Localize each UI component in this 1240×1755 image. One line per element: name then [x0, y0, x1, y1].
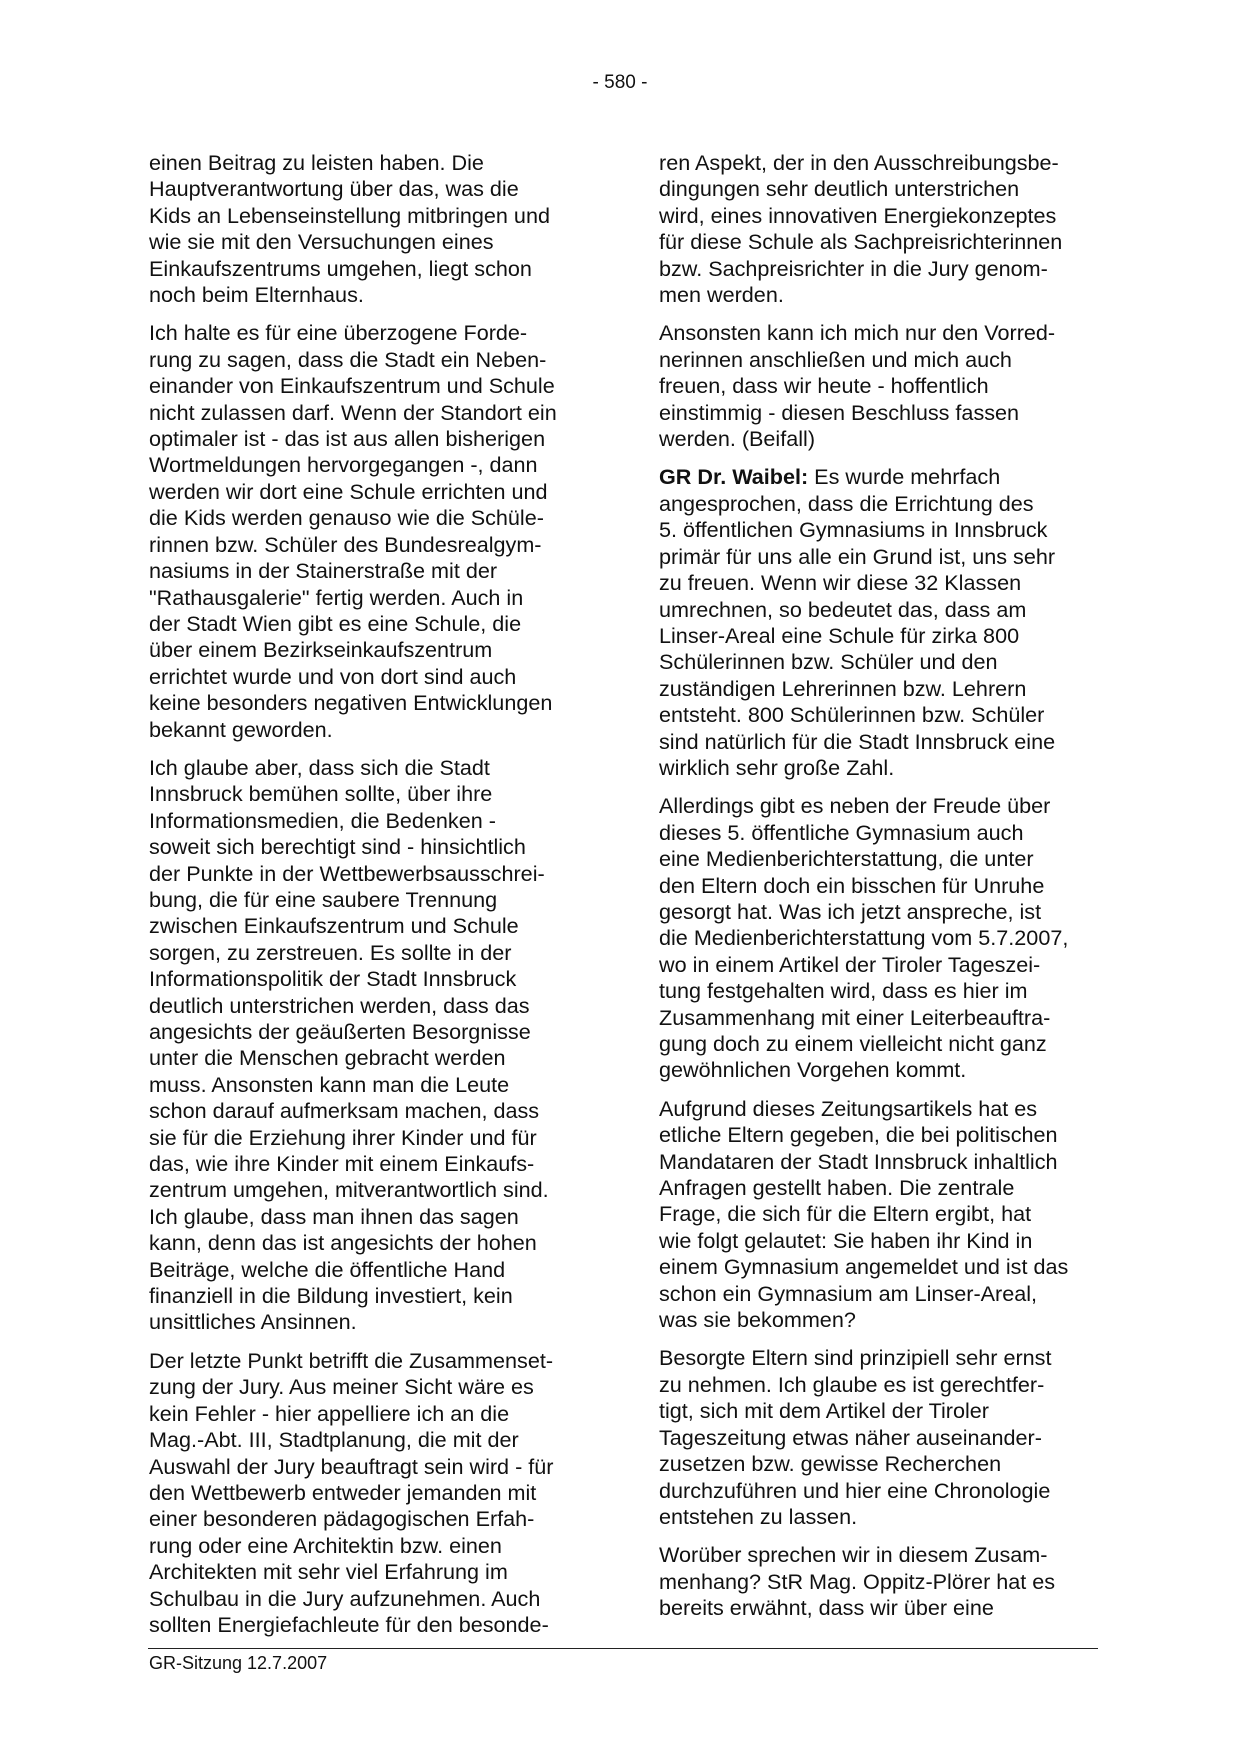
- text-line: finanziell in die Bildung investiert, kein: [149, 1283, 513, 1309]
- left-column: [149, 150, 589, 1650]
- text-line: einstimmig - diesen Beschluss fassen: [659, 399, 1020, 425]
- text-line: einer besonderen pädagogischen Erfah-: [149, 1506, 535, 1532]
- text-line: zwischen Einkaufszentrum und Schule: [149, 913, 519, 939]
- text-line: primär für uns alle ein Grund ist, uns sehr: [659, 543, 1056, 569]
- text-line: deutlich unterstrichen werden, dass das: [149, 992, 530, 1018]
- text-line: gewöhnlichen Vorgehen kommt.: [659, 1057, 967, 1083]
- page-number: - 580 -: [592, 72, 648, 93]
- text-line: einen Beitrag zu leisten haben. Die: [149, 150, 484, 175]
- text-line: optimaler ist - das ist aus allen bisherigen: [149, 426, 546, 452]
- text-line: Schülerinnen bzw. Schüler und den: [659, 649, 998, 675]
- text-line: bekannt geworden.: [149, 716, 333, 742]
- paragraph: [149, 320, 589, 743]
- text-line: eine Medienberichterstattung, die unter: [659, 846, 1034, 872]
- text-line: wie sie mit den Versuchungen eines: [149, 229, 494, 255]
- text-line: durchzuführen und hier eine Chronologie: [659, 1477, 1051, 1503]
- speaker-label: GR Dr. Waibel:: [659, 464, 809, 490]
- text-line: Kids an Lebenseinstellung mitbringen und: [149, 202, 550, 228]
- text-line: menhang? StR Mag. Oppitz-Plörer hat es: [659, 1568, 1056, 1594]
- text-line: angesprochen, dass die Errichtung des: [659, 490, 1034, 516]
- text-line: Tageszeitung etwas näher auseinander-: [659, 1424, 1042, 1450]
- text-line: Mag.-Abt. III, Stadtplanung, die mit der: [149, 1427, 519, 1453]
- footer-session-label: GR-Sitzung 12.7.2007: [149, 1653, 328, 1673]
- text-line: Innsbruck bemühen sollte, über ihre: [149, 781, 493, 807]
- text-line: den Eltern doch ein bisschen für Unruhe: [659, 872, 1045, 898]
- paragraph: [659, 464, 1099, 781]
- right-column: [659, 150, 1099, 1634]
- paragraph: [659, 1096, 1099, 1334]
- text-line: tung festgehalten wird, dass es hier im: [659, 978, 1028, 1004]
- text-line: "Rathausgalerie" fertig werden. Auch in: [149, 584, 524, 610]
- text-line: unsittliches Ansinnen.: [149, 1309, 357, 1335]
- text-line: zusetzen bzw. gewisse Recherchen: [659, 1451, 1002, 1477]
- text-line: umrechnen, so bedeutet das, dass am: [659, 596, 1027, 622]
- text-line: muss. Ansonsten kann man die Leute: [149, 1071, 510, 1097]
- text-line: etliche Eltern gegeben, die bei politischen: [659, 1122, 1058, 1148]
- text-line: Einkaufszentrums umgehen, liegt schon: [149, 255, 532, 281]
- text-line: wird, eines innovativen Energiekonzeptes: [659, 202, 1057, 228]
- text-line: Architekten mit sehr viel Erfahrung im: [149, 1559, 508, 1585]
- text-line: rung zu sagen, dass die Stadt ein Neben-: [149, 346, 547, 372]
- paragraph: [149, 150, 589, 308]
- text-line: Auswahl der Jury beauftragt sein wird - für: [149, 1453, 554, 1479]
- text-line: 5. öffentlichen Gymnasiums in Innsbruck: [659, 517, 1048, 543]
- text-line: Informationsmedien, die Bedenken -: [149, 807, 496, 833]
- paragraph: [659, 320, 1099, 452]
- paragraph: [659, 793, 1099, 1083]
- text-line: der Stadt Wien gibt es eine Schule, die: [149, 610, 522, 636]
- text-line: sorgen, zu zerstreuen. Es sollte in der: [149, 939, 512, 965]
- paragraph: [149, 1348, 589, 1638]
- text-line: über einem Bezirkseinkaufszentrum: [149, 637, 493, 663]
- text-line: wie folgt gelautet: Sie haben ihr Kind in: [659, 1227, 1033, 1253]
- text-line: zentrum umgehen, mitverantwortlich sind.: [149, 1177, 549, 1203]
- text-line: der Punkte in der Wettbewerbsausschrei-: [149, 860, 545, 886]
- text-line: einem Gymnasium angemeldet und ist das: [659, 1254, 1069, 1280]
- paragraph: [149, 755, 589, 1336]
- text-line: nerinnen anschließen und mich auch: [659, 346, 1012, 372]
- text-line: Aufgrund dieses Zeitungsartikels hat es: [659, 1095, 1038, 1121]
- text-line: gesorgt hat. Was ich jetzt anspreche, ist: [659, 898, 1042, 924]
- text-line: was sie bekommen?: [659, 1307, 856, 1333]
- text-line: wo in einem Artikel der Tiroler Tageszei-: [659, 951, 1041, 977]
- text-line: Der letzte Punkt betrifft die Zusammenset-: [149, 1347, 554, 1373]
- text-line: GR Dr. Waibel: Es wurde mehrfach: [659, 464, 1001, 490]
- text-line: bzw. Sachpreisrichter in die Jury genom-: [659, 255, 1048, 281]
- text-line: nasiums in der Stainerstraße mit der: [149, 558, 498, 584]
- text-line: nicht zulassen darf. Wenn der Standort ein: [149, 399, 557, 425]
- text-line: rung oder eine Architektin bzw. einen: [149, 1532, 502, 1558]
- text-line: bung, die für eine saubere Trennung: [149, 886, 498, 912]
- text-line: Zusammenhang mit einer Leiterbeauftra-: [659, 1004, 1051, 1030]
- text-line: die Medienberichterstattung vom 5.7.2007,: [659, 925, 1069, 951]
- text-line: Allerdings gibt es neben der Freude über: [659, 793, 1051, 819]
- text-line: Informationspolitik der Stadt Innsbruck: [149, 966, 517, 992]
- text-line: soweit sich berechtigt sind - hinsichtlich: [149, 834, 526, 860]
- paragraph: [659, 1542, 1099, 1621]
- text-line: Besorgte Eltern sind prinzipiell sehr ernst: [659, 1345, 1052, 1371]
- text-line: schon darauf aufmerksam machen, dass: [149, 1098, 540, 1124]
- text-line: Wortmeldungen hervorgegangen -, dann: [149, 452, 538, 478]
- text-line: zu nehmen. Ich glaube es ist gerechtfer-: [659, 1371, 1045, 1397]
- text-line: Anfragen gestellt haben. Die zentrale: [659, 1175, 1015, 1201]
- text-line: den Wettbewerb entweder jemanden mit: [149, 1479, 537, 1505]
- text-line: dingungen sehr deutlich unterstrichen: [659, 176, 1020, 202]
- text-line: men werden.: [659, 282, 784, 308]
- text-line: Schulbau in die Jury aufzunehmen. Auch: [149, 1585, 541, 1611]
- text-line: schon ein Gymnasium am Linser-Areal,: [659, 1280, 1038, 1306]
- text-line: gung doch zu einem vielleicht nicht ganz: [659, 1031, 1047, 1056]
- text-line: angesichts der geäußerten Besorgnisse: [149, 1019, 531, 1044]
- text-line: zu freuen. Wenn wir diese 32 Klassen: [659, 570, 1022, 596]
- text-line: ren Aspekt, der in den Ausschreibungsbe-: [659, 150, 1059, 175]
- text-line: Hauptverantwortung über das, was die: [149, 176, 519, 202]
- paragraph: [659, 150, 1099, 308]
- text-line: für diese Schule als Sachpreisrichterinnen: [659, 229, 1063, 255]
- text-line: noch beim Elternhaus.: [149, 282, 364, 308]
- text-line: keine besonders negativen Entwicklungen: [149, 690, 553, 716]
- text-line: entsteht. 800 Schülerinnen bzw. Schüler: [659, 702, 1045, 728]
- text-line: tigt, sich mit dem Artikel der Tiroler: [659, 1398, 989, 1424]
- text-line: zuständigen Lehrerinnen bzw. Lehrern: [659, 675, 1027, 701]
- text-line: Linser-Areal eine Schule für zirka 800: [659, 622, 1020, 648]
- text-line: Ansonsten kann ich mich nur den Vorred-: [659, 320, 1056, 346]
- footer-divider: [148, 1648, 1098, 1649]
- text-line: die Kids werden genauso wie die Schüle-: [149, 505, 544, 531]
- text-line: entstehen zu lassen.: [659, 1503, 858, 1529]
- text-line: einander von Einkaufszentrum und Schule: [149, 373, 555, 399]
- text-line: errichtet wurde und von dort sind auch: [149, 663, 517, 689]
- text-line: wirklich sehr große Zahl.: [659, 754, 895, 780]
- text-line: Frage, die sich für die Eltern ergibt, hat: [659, 1201, 1032, 1227]
- paragraph: [659, 1345, 1099, 1530]
- text-line: Mandataren der Stadt Innsbruck inhaltlich: [659, 1148, 1058, 1174]
- text-line: Ich glaube aber, dass sich die Stadt: [149, 754, 490, 780]
- text-line: Worüber sprechen wir in diesem Zusam-: [659, 1542, 1048, 1568]
- text-line: zung der Jury. Aus meiner Sicht wäre es: [149, 1374, 534, 1400]
- text-line: sie für die Erziehung ihrer Kinder und für: [149, 1124, 537, 1150]
- text-line: Ich halte es für eine überzogene Forde-: [149, 320, 528, 346]
- text-line: Beiträge, welche die öffentliche Hand: [149, 1256, 506, 1282]
- text-line: unter die Menschen gebracht werden: [149, 1045, 506, 1071]
- text-line: rinnen bzw. Schüler des Bundesrealgym-: [149, 531, 542, 557]
- text-line: das, wie ihre Kinder mit einem Einkaufs-: [149, 1151, 535, 1177]
- text-line: werden. (Beifall): [659, 426, 816, 452]
- text-line: kann, denn das ist angesichts der hohen: [149, 1230, 537, 1256]
- text-line: freuen, dass wir heute - hoffentlich: [659, 373, 989, 399]
- text-line: bereits erwähnt, dass wir über eine: [659, 1595, 994, 1621]
- text-line: sollten Energiefachleute für den besonde-: [149, 1611, 549, 1637]
- text-line: sind natürlich für die Stadt Innsbruck eine: [659, 728, 1056, 754]
- text-line: Ich glaube, dass man ihnen das sagen: [149, 1203, 519, 1229]
- text-line: dieses 5. öffentliche Gymnasium auch: [659, 819, 1024, 845]
- text-line: kein Fehler - hier appelliere ich an die: [149, 1400, 510, 1426]
- text-line: werden wir dort eine Schule errichten und: [149, 478, 548, 504]
